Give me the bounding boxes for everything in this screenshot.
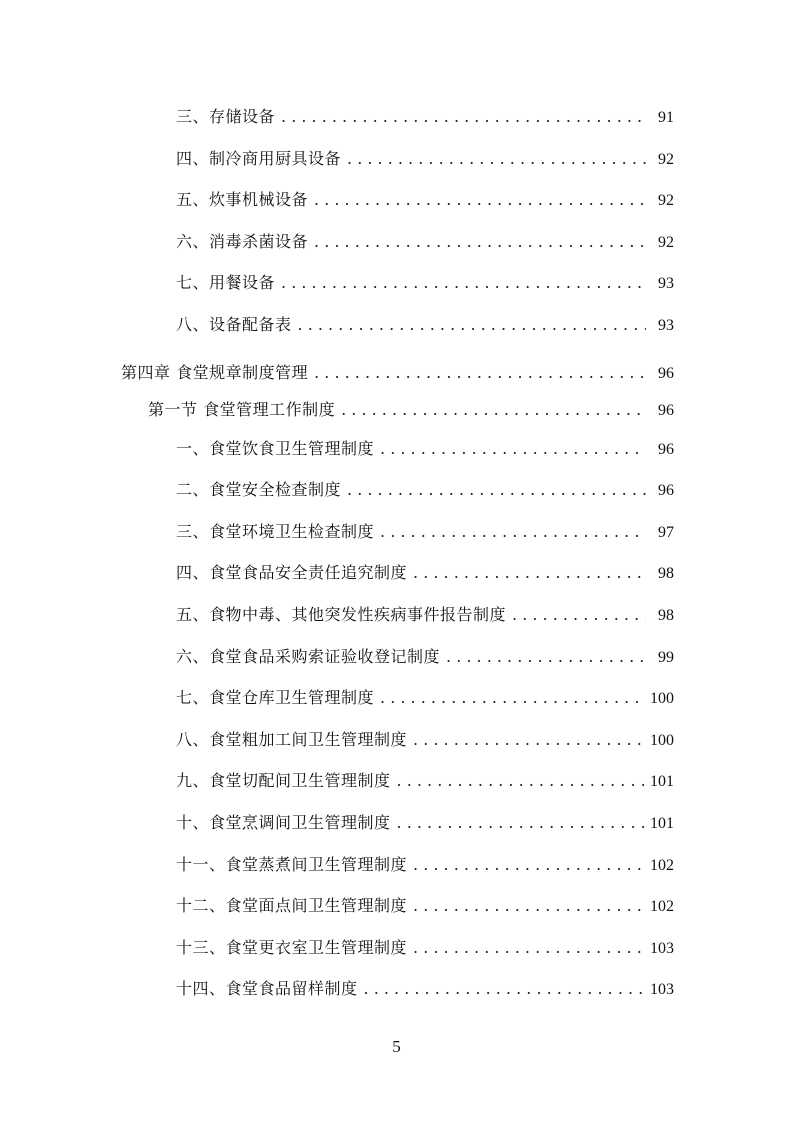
toc-entry[interactable] [0,636,793,678]
toc-entry-title: 四、制冷商用厨具设备 [176,148,342,168]
toc-entry-title: 三、食堂环境卫生检查制度 [176,521,375,541]
dot-leader [380,677,644,719]
toc-entry-page: 92 [658,233,674,251]
toc-entry-title: 三、存储设备 [176,107,276,126]
toc-entry[interactable] [0,511,793,553]
dot-leader [281,96,646,138]
toc-entry[interactable] [0,968,793,1010]
toc-entry-page: 101 [650,814,674,832]
toc-entry-title: 四、食堂食品安全责任追究制度 [176,563,408,583]
toc-entry-title: 十一、食堂蒸煮间卫生管理制度 [176,854,408,874]
toc-entry[interactable] [0,760,793,802]
toc-entry[interactable] [0,802,793,844]
toc-entry-page: 99 [658,648,674,666]
toc-entry-page: 92 [658,150,674,168]
toc-entry[interactable] [0,552,793,594]
toc-entry-page: 92 [658,192,674,210]
dot-leader [413,552,646,594]
toc-entry[interactable] [0,594,793,636]
toc-section-entry[interactable] [0,392,793,428]
toc-entry-title: 二、食堂安全检查制度 [176,480,342,500]
toc-entry[interactable] [0,221,793,263]
toc-entry-page: 93 [658,316,674,334]
toc-entry-page: 101 [650,773,674,791]
dot-leader [347,469,646,511]
dot-leader [341,392,646,428]
toc-entry-page: 91 [658,109,674,126]
dot-leader [512,594,646,636]
toc-entry[interactable] [0,469,793,511]
dot-leader [314,179,646,221]
dot-leader [298,304,646,346]
toc-entry-title: 九、食堂切配间卫生管理制度 [176,771,391,791]
toc-entry-title: 六、消毒杀菌设备 [176,231,309,251]
dot-leader [380,428,646,470]
toc-entry-title: 七、食堂仓库卫生管理制度 [176,688,375,708]
toc-entry[interactable] [0,927,793,969]
dot-leader [413,885,644,927]
dot-leader [446,636,646,678]
toc-entry-page: 96 [658,364,674,382]
dot-leader [413,719,644,761]
toc-entry[interactable] [0,96,793,138]
toc-entry-title: 十二、食堂面点间卫生管理制度 [176,896,408,916]
toc-entry[interactable] [0,719,793,761]
toc-entry-title: 五、炊事机械设备 [176,190,309,210]
toc-entry-title: 十四、食堂食品留样制度 [176,979,358,999]
dot-leader [397,802,644,844]
toc-entry[interactable] [0,844,793,886]
toc-entry-page: 103 [650,939,674,957]
toc-entry[interactable] [0,677,793,719]
dot-leader [364,968,644,1010]
toc-entry[interactable] [0,138,793,180]
dot-leader [413,844,644,886]
toc-entry-page: 96 [658,440,674,458]
dot-leader [413,927,644,969]
toc-entry-page: 98 [658,565,674,583]
toc-entry-page: 102 [650,898,674,916]
toc-entry[interactable] [0,428,793,470]
dot-leader [380,511,646,553]
toc-entry-title: 八、设备配备表 [176,314,292,334]
toc-entry[interactable] [0,262,793,304]
toc-entry-page: 98 [658,606,674,624]
toc-section-title: 第一节 食堂管理工作制度 [148,399,336,419]
toc-entry-title: 十、食堂烹调间卫生管理制度 [176,812,391,832]
toc-entry-page: 100 [650,690,674,708]
toc-chapter-entry[interactable] [0,346,793,392]
toc-entry-page: 97 [658,523,674,541]
toc-entry-title: 五、食物中毒、其他突发性疾病事件报告制度 [176,604,507,624]
toc-entry[interactable] [0,885,793,927]
toc-entry[interactable] [0,304,793,346]
dot-leader [281,262,646,304]
toc-entry-title: 八、食堂粗加工间卫生管理制度 [176,729,408,749]
toc-entry-page: 100 [650,731,674,749]
toc-entry-page: 93 [658,275,674,293]
page-number: 5 [392,1037,401,1056]
toc-entry-title: 十三、食堂更衣室卫生管理制度 [176,937,408,957]
table-of-contents [0,96,793,1010]
toc-entry-page: 102 [650,856,674,874]
toc-entry-title: 七、用餐设备 [176,273,276,293]
dot-leader [347,138,646,180]
toc-entry-page: 103 [650,981,674,999]
toc-entry-title: 一、食堂饮食卫生管理制度 [176,438,375,458]
toc-chapter-title: 第四章 食堂规章制度管理 [121,362,309,382]
dot-leader [314,221,646,263]
toc-entry[interactable] [0,179,793,221]
toc-entry-title: 六、食堂食品采购索证验收登记制度 [176,646,441,666]
toc-entry-page: 96 [658,482,674,500]
dot-leader [397,760,644,802]
toc-entry-page: 96 [658,401,674,419]
